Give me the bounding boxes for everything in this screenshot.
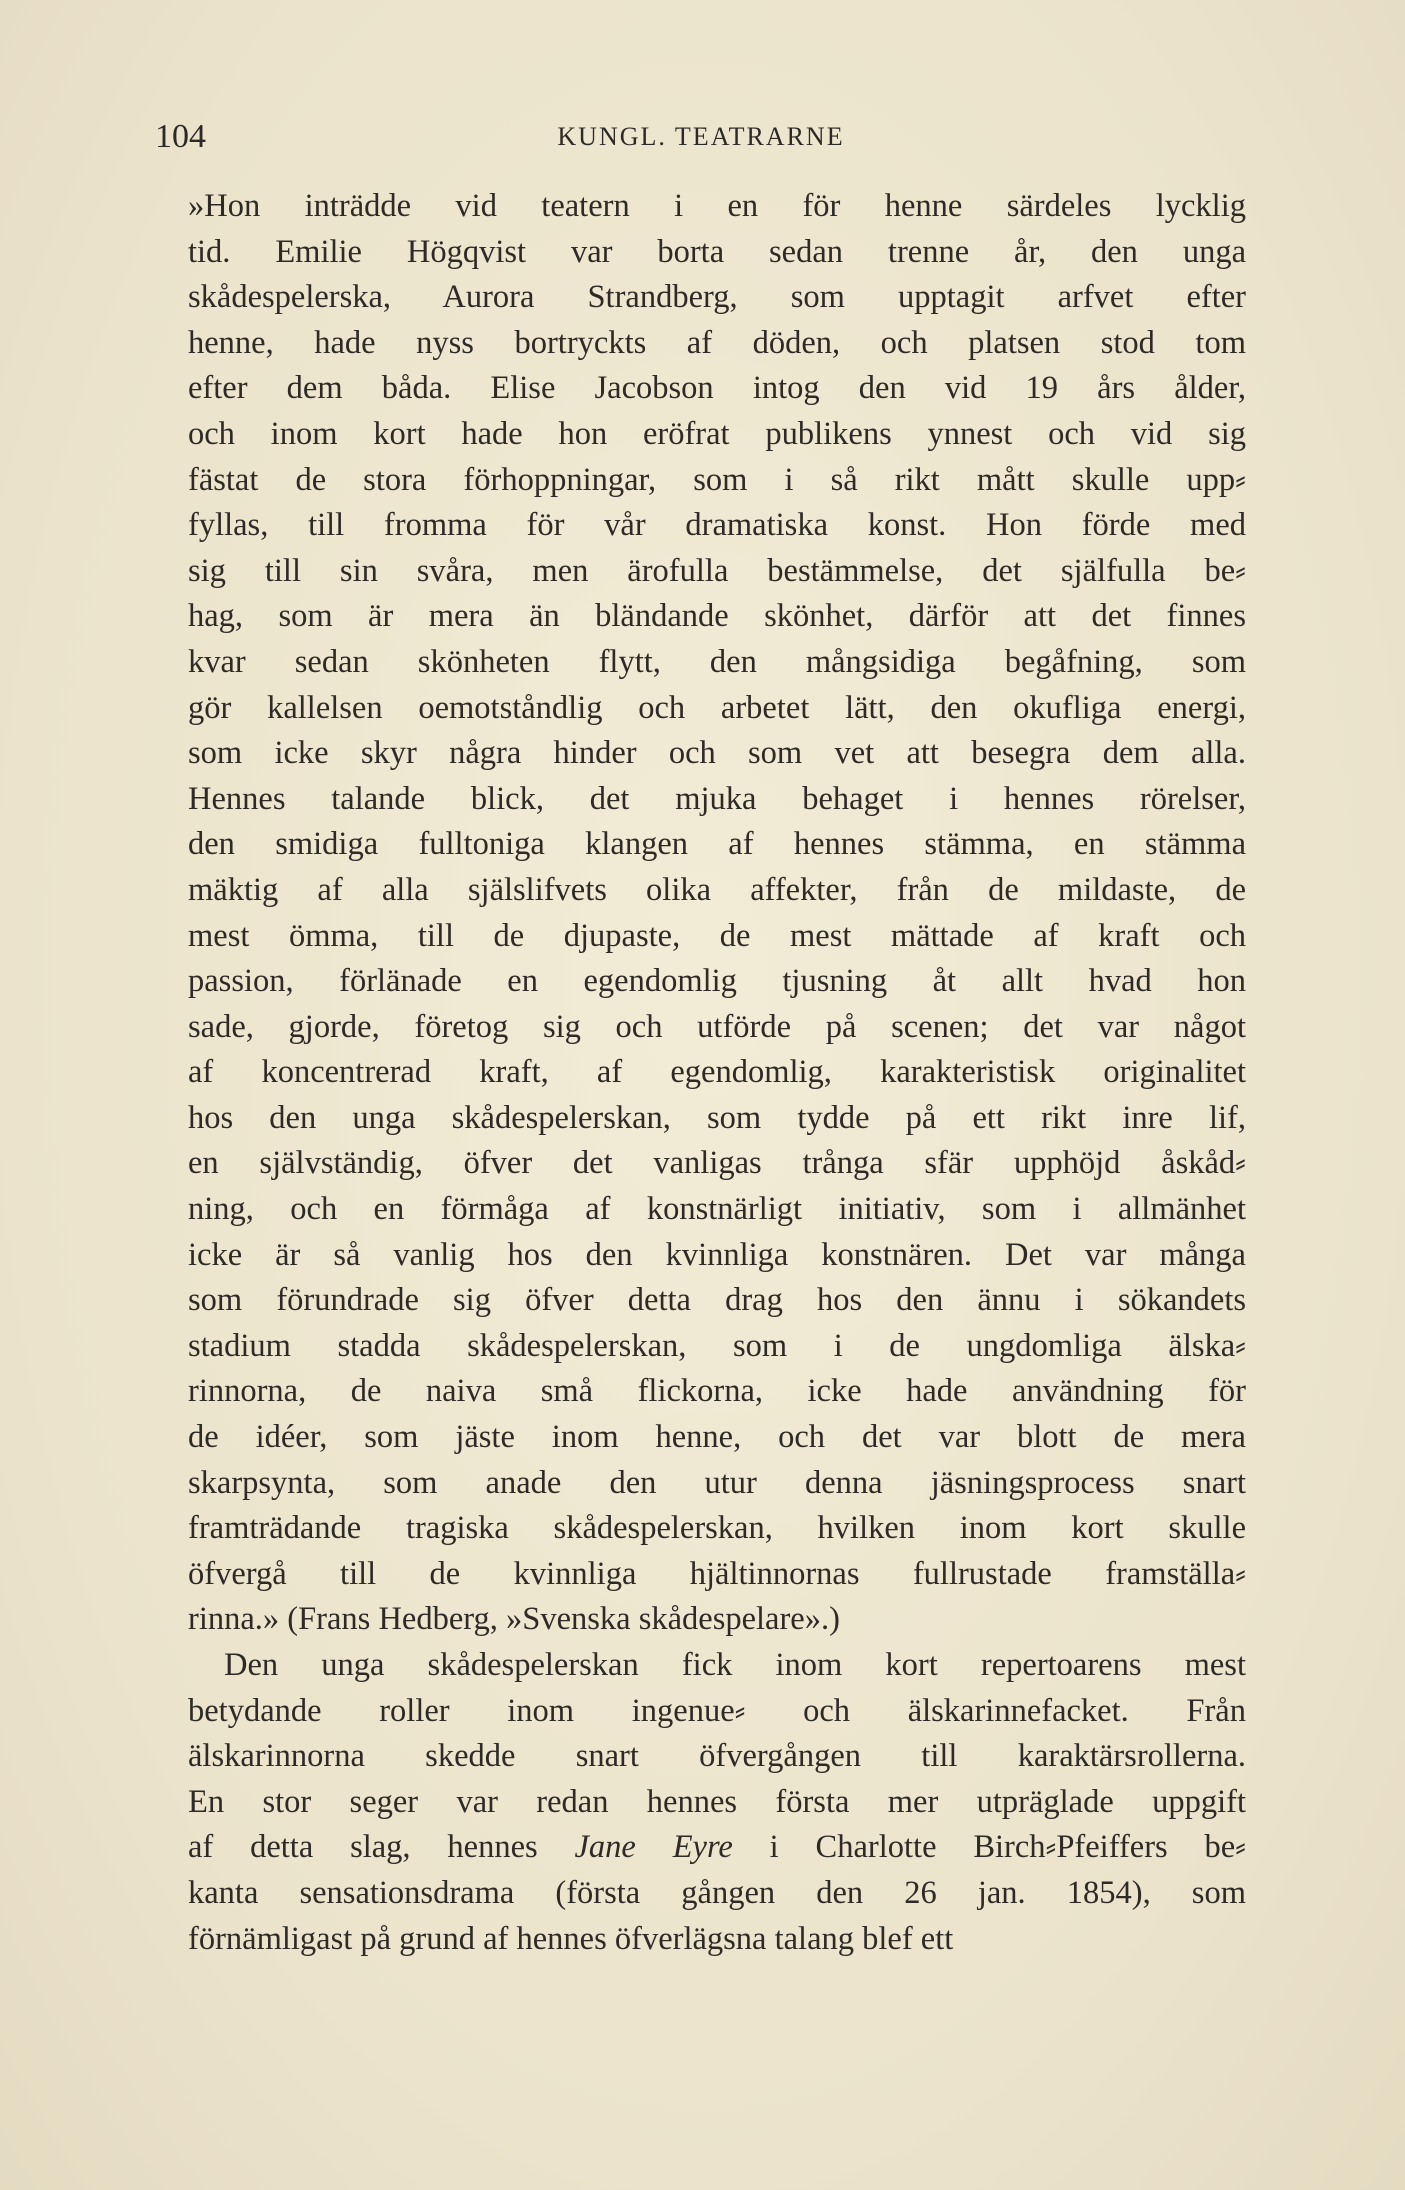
- text-line: rinnorna, de naiva små flickorna, icke hade användning för: [188, 1373, 1246, 1410]
- text-line: tid. Emilie Högqvist var borta sedan trenne år, den unga: [188, 233, 1246, 270]
- text-line: mest ömma, till de djupaste, de mest mättade af kraft och: [188, 917, 1246, 954]
- text-line: hos den unga skådespelerskan, som tydde på ett rikt inre lif,: [188, 1099, 1246, 1136]
- text-line: en självständig, öfver det vanligas trånga sfär upphöjd åskåd⸗: [188, 1145, 1246, 1182]
- text-line: den smidiga fulltoniga klangen af hennes stämma, en stämma: [188, 826, 1246, 863]
- text-line: icke är så vanlig hos den kvinnliga konstnären. Det var många: [188, 1236, 1246, 1273]
- text-line: rinna.» (Frans Hedberg, »Svenska skådespelare».): [188, 1601, 840, 1638]
- text-line: Den unga skådespelerskan fick inom kort repertoarens mest: [224, 1647, 1246, 1683]
- page-header: [155, 112, 1247, 162]
- text-line: sade, gjorde, företog sig och utförde på scenen; det var något: [188, 1008, 1246, 1045]
- text-line: fästat de stora förhoppningar, som i så rikt mått skulle upp⸗: [188, 461, 1246, 498]
- text-line: kvar sedan skönheten flytt, den mångsidiga begåfning, som: [188, 643, 1246, 680]
- text-line: och inom kort hade hon eröfrat publikens ynnest och vid sig: [188, 415, 1246, 452]
- text-line: skarpsynta, som anade den utur denna jäsningsprocess snart: [188, 1464, 1246, 1501]
- text-line: af koncentrerad kraft, af egendomlig, karakteristisk originalitet: [188, 1054, 1246, 1091]
- running-head: KUNGL. TEATRARNE: [557, 122, 845, 151]
- text-line: passion, förlänade en egendomlig tjusning åt allt hvad hon: [188, 963, 1246, 1000]
- body-text: [188, 184, 1246, 1962]
- text-line: öfvergå till de kvinnliga hjältinnornas fullrustade framställa⸗: [188, 1555, 1246, 1592]
- text-line: som icke skyr några hinder och som vet att besegra dem alla.: [188, 735, 1246, 772]
- text-line: efter dem båda. Elise Jacobson intog den vid 19 års ålder,: [188, 370, 1246, 407]
- text-line: »Hon inträdde vid teatern i en för henne särdeles lycklig: [188, 188, 1246, 224]
- text-line: gör kallelsen oemotståndlig och arbetet lätt, den okufliga energi,: [188, 689, 1246, 726]
- text-line: skådespelerska, Aurora Strandberg, som upptagit arfvet efter: [188, 279, 1246, 316]
- text-line: mäktig af alla själslifvets olika affekter, från de mildaste, de: [188, 871, 1246, 908]
- text-line: En stor seger var redan hennes första mer utpräglade uppgift: [188, 1783, 1246, 1820]
- text-line: betydande roller inom ingenue⸗ och älskarinnefacket. Från: [188, 1692, 1246, 1729]
- text-line: fyllas, till fromma för vår dramatiska konst. Hon förde med: [188, 507, 1246, 544]
- text-line: förnämligast på grund af hennes öfverlägsna talang blef ett: [188, 1920, 954, 1957]
- text-line: sig till sin svåra, men ärofulla bestämmelse, det själfulla be⸗: [188, 552, 1246, 589]
- page-number: 104: [155, 118, 206, 155]
- text-line: henne, hade nyss bortryckts af döden, och platsen stod tom: [188, 324, 1246, 361]
- text-line: stadium stadda skådespelerskan, som i de ungdomliga älska⸗: [188, 1327, 1246, 1364]
- text-line: framträdande tragiska skådespelerskan, hvilken inom kort skulle: [188, 1510, 1246, 1547]
- text-line: som förundrade sig öfver detta drag hos den ännu i sökandets: [188, 1282, 1246, 1319]
- text-line: ning, och en förmåga af konstnärligt initiativ, som i allmänhet: [188, 1191, 1246, 1228]
- text-line: af detta slag, hennes Jane Eyre i Charlotte Birch⸗Pfeiffers be⸗: [188, 1829, 1246, 1866]
- text-line: kanta sensationsdrama (första gången den 26 jan. 1854), som: [188, 1874, 1246, 1911]
- text-line: Hennes talande blick, det mjuka behaget i hennes rörelser,: [188, 780, 1246, 817]
- text-line: hag, som är mera än bländande skönhet, därför att det finnes: [188, 598, 1246, 635]
- text-line: älskarinnorna skedde snart öfvergången till karaktärsrollerna.: [188, 1738, 1246, 1775]
- text-line: de idéer, som jäste inom henne, och det var blott de mera: [188, 1419, 1246, 1456]
